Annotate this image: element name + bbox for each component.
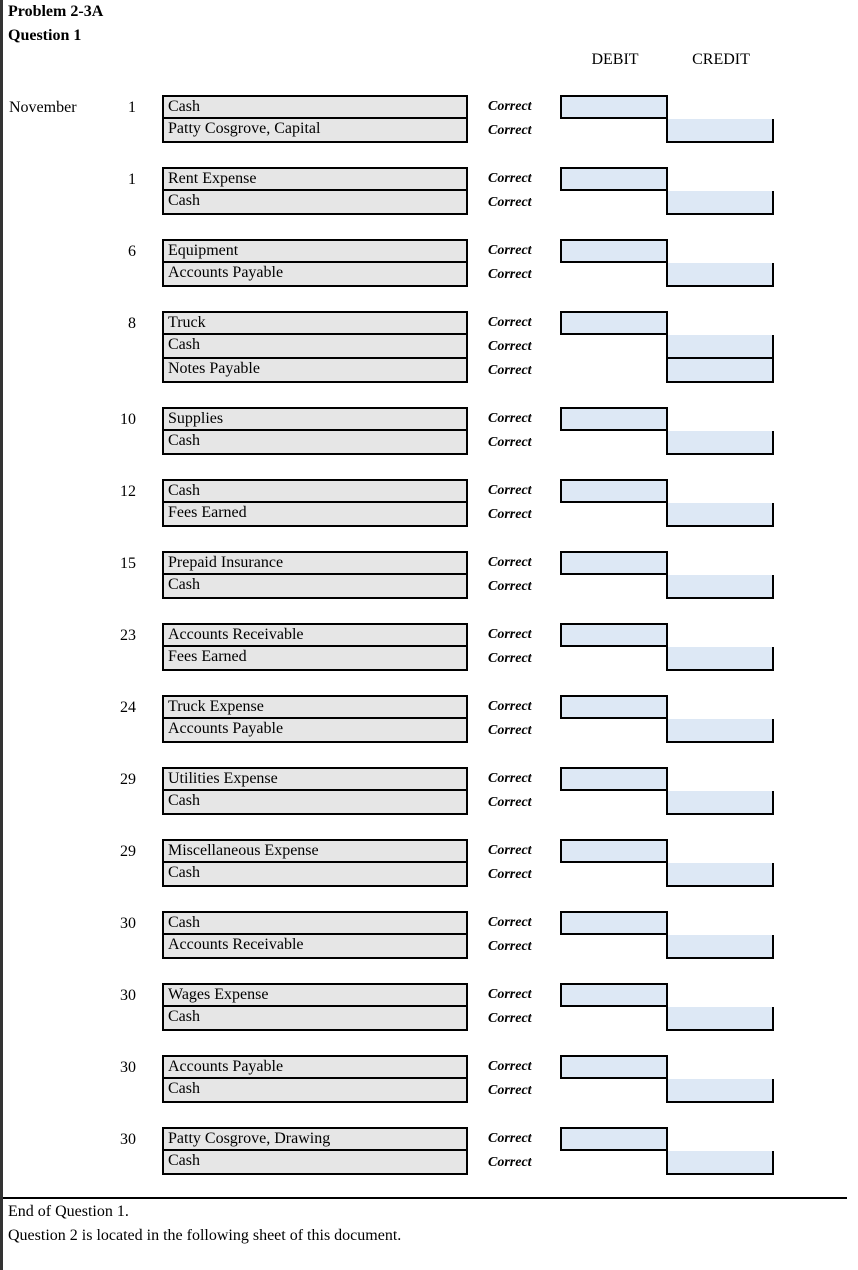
- account-field[interactable]: Cash: [162, 479, 468, 503]
- account-field[interactable]: Cash: [162, 863, 468, 887]
- account-field[interactable]: Accounts Receivable: [162, 623, 468, 647]
- account-field[interactable]: Cash: [162, 95, 468, 119]
- debit-amount-input[interactable]: [560, 311, 668, 335]
- account-field[interactable]: Equipment: [162, 239, 468, 263]
- credit-amount-input[interactable]: [666, 1007, 774, 1031]
- debit-amount-input[interactable]: [560, 95, 668, 119]
- answer-status: Correct: [488, 435, 532, 450]
- answer-status: Correct: [488, 987, 532, 1002]
- account-field[interactable]: Accounts Payable: [162, 719, 468, 743]
- answer-status: Correct: [488, 843, 532, 858]
- answer-status: Correct: [488, 195, 532, 210]
- account-field[interactable]: Supplies: [162, 407, 468, 431]
- answer-status: Correct: [488, 915, 532, 930]
- credit-amount-input[interactable]: [666, 263, 774, 287]
- answer-status: Correct: [488, 579, 532, 594]
- entry-date: 12: [120, 483, 136, 500]
- credit-amount-input[interactable]: [666, 863, 774, 887]
- debit-amount-input[interactable]: [560, 983, 668, 1007]
- account-field[interactable]: Patty Cosgrove, Drawing: [162, 1127, 468, 1151]
- credit-column-header: CREDIT: [692, 51, 750, 68]
- account-field[interactable]: Cash: [162, 1079, 468, 1103]
- debit-amount-input[interactable]: [560, 623, 668, 647]
- account-field[interactable]: Fees Earned: [162, 503, 468, 527]
- account-field[interactable]: Cash: [162, 335, 468, 359]
- account-field[interactable]: Accounts Receivable: [162, 935, 468, 959]
- answer-status: Correct: [488, 699, 532, 714]
- debit-amount-input[interactable]: [560, 239, 668, 263]
- debit-amount-input[interactable]: [560, 479, 668, 503]
- credit-amount-input[interactable]: [666, 1151, 774, 1175]
- entry-date: 30: [120, 987, 136, 1004]
- credit-amount-input[interactable]: [666, 431, 774, 455]
- entry-date: 24: [120, 699, 136, 716]
- next-question-note: Question 2 is located in the following sheet of this document.: [8, 1227, 402, 1244]
- answer-status: Correct: [488, 1059, 532, 1074]
- answer-status: Correct: [488, 795, 532, 810]
- answer-status: Correct: [488, 1011, 532, 1026]
- problem-title: Problem 2-3A: [8, 3, 104, 20]
- answer-status: Correct: [488, 1131, 532, 1146]
- sheet-left-border: [0, 0, 3, 1270]
- answer-status: Correct: [488, 867, 532, 882]
- account-field[interactable]: Cash: [162, 1007, 468, 1031]
- answer-status: Correct: [488, 651, 532, 666]
- entry-date: 29: [120, 843, 136, 860]
- answer-status: Correct: [488, 771, 532, 786]
- answer-status: Correct: [488, 939, 532, 954]
- divider: [3, 1197, 847, 1199]
- answer-status: Correct: [488, 483, 532, 498]
- account-field[interactable]: Cash: [162, 575, 468, 599]
- credit-amount-input[interactable]: [666, 359, 774, 383]
- debit-amount-input[interactable]: [560, 695, 668, 719]
- credit-amount-input[interactable]: [666, 1079, 774, 1103]
- account-field[interactable]: Cash: [162, 1151, 468, 1175]
- entry-date: 10: [120, 411, 136, 428]
- answer-status: Correct: [488, 339, 532, 354]
- debit-amount-input[interactable]: [560, 767, 668, 791]
- debit-column-header: DEBIT: [591, 51, 639, 68]
- credit-amount-input[interactable]: [666, 575, 774, 599]
- account-field[interactable]: Cash: [162, 431, 468, 455]
- answer-status: Correct: [488, 723, 532, 738]
- credit-amount-input[interactable]: [666, 647, 774, 671]
- answer-status: Correct: [488, 123, 532, 138]
- account-field[interactable]: Rent Expense: [162, 167, 468, 191]
- account-field[interactable]: Prepaid Insurance: [162, 551, 468, 575]
- credit-amount-input[interactable]: [666, 191, 774, 215]
- account-field[interactable]: Wages Expense: [162, 983, 468, 1007]
- entry-date: 1: [128, 99, 136, 116]
- account-field[interactable]: Cash: [162, 911, 468, 935]
- debit-amount-input[interactable]: [560, 911, 668, 935]
- entry-date: 23: [120, 627, 136, 644]
- account-field[interactable]: Notes Payable: [162, 359, 468, 383]
- month-label: November: [9, 99, 77, 116]
- debit-amount-input[interactable]: [560, 839, 668, 863]
- entry-date: 15: [120, 555, 136, 572]
- debit-amount-input[interactable]: [560, 167, 668, 191]
- account-field[interactable]: Cash: [162, 191, 468, 215]
- debit-amount-input[interactable]: [560, 1055, 668, 1079]
- answer-status: Correct: [488, 555, 532, 570]
- account-field[interactable]: Accounts Payable: [162, 1055, 468, 1079]
- account-field[interactable]: Cash: [162, 791, 468, 815]
- answer-status: Correct: [488, 315, 532, 330]
- question-title: Question 1: [8, 27, 82, 44]
- credit-amount-input[interactable]: [666, 503, 774, 527]
- entry-date: 29: [120, 771, 136, 788]
- account-field[interactable]: Truck Expense: [162, 695, 468, 719]
- entry-date: 30: [120, 1059, 136, 1076]
- debit-amount-input[interactable]: [560, 1127, 668, 1151]
- answer-status: Correct: [488, 627, 532, 642]
- answer-status: Correct: [488, 363, 532, 378]
- debit-amount-input[interactable]: [560, 551, 668, 575]
- answer-status: Correct: [488, 243, 532, 258]
- entry-date: 30: [120, 915, 136, 932]
- entry-date: 30: [120, 1131, 136, 1148]
- answer-status: Correct: [488, 99, 532, 114]
- account-field[interactable]: Fees Earned: [162, 647, 468, 671]
- entry-date: 8: [128, 315, 136, 332]
- answer-status: Correct: [488, 1083, 532, 1098]
- end-of-question-text: End of Question 1.: [8, 1203, 129, 1220]
- account-field[interactable]: Miscellaneous Expense: [162, 839, 468, 863]
- account-field[interactable]: Patty Cosgrove, Capital: [162, 119, 468, 143]
- answer-status: Correct: [488, 411, 532, 426]
- entry-date: 1: [128, 171, 136, 188]
- credit-amount-input[interactable]: [666, 935, 774, 959]
- entry-date: 6: [128, 243, 136, 260]
- credit-amount-input[interactable]: [666, 119, 774, 143]
- credit-amount-input[interactable]: [666, 719, 774, 743]
- answer-status: Correct: [488, 507, 532, 522]
- debit-amount-input[interactable]: [560, 407, 668, 431]
- credit-amount-input[interactable]: [666, 791, 774, 815]
- answer-status: Correct: [488, 171, 532, 186]
- account-field[interactable]: Truck: [162, 311, 468, 335]
- credit-amount-input[interactable]: [666, 335, 774, 359]
- answer-status: Correct: [488, 267, 532, 282]
- account-field[interactable]: Accounts Payable: [162, 263, 468, 287]
- account-field[interactable]: Utilities Expense: [162, 767, 468, 791]
- answer-status: Correct: [488, 1155, 532, 1170]
